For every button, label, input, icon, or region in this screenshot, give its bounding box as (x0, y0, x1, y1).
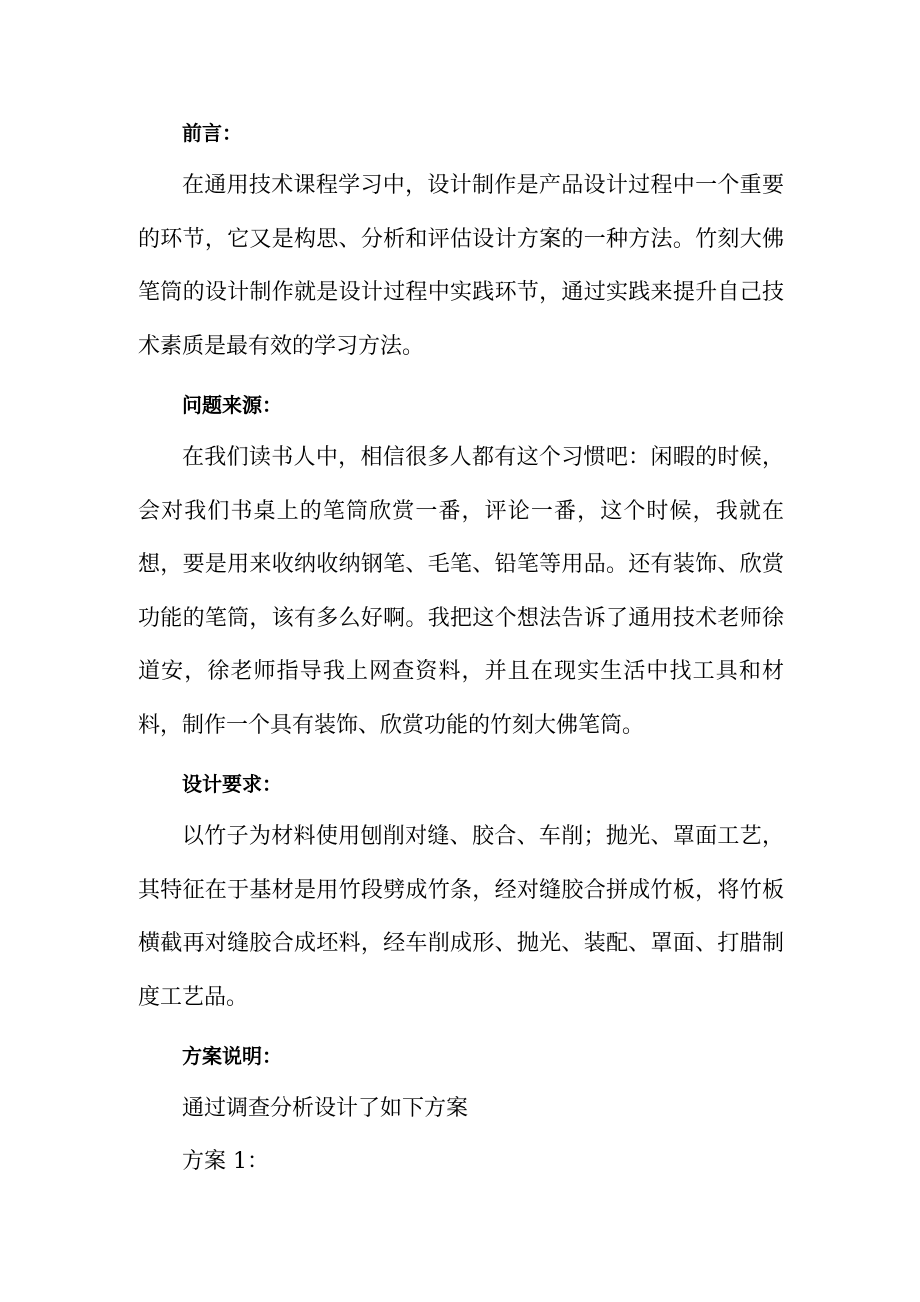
design-requirements-paragraph: 以竹子为材料使用刨削对缝、胶合、车削；抛光、罩面工艺，其特征在于基材是用竹段劈成竹条，经对缝胶合拼成竹板，将竹板横截再对缝胶合成坯料，经车削成形、抛光、装配、罩面、打腊制度工艺品。 (138, 824, 784, 1010)
plan-description-line: 通过调查分析设计了如下方案 (182, 1096, 469, 1121)
plan-one-label: 方案 1： (182, 1149, 269, 1174)
preface-heading: 前言： (182, 121, 242, 145)
problem-source-paragraph: 在我们读书人中，相信很多人都有这个习惯吧：闲暇的时候，会对我们书桌上的笔筒欣赏一番，评论一番，这个时候，我就在想，要是用来收纳收纳钢笔、毛笔、铅笔等用品。还有装饰、欣赏功能的笔筒，该有多么好啊。我把这个想法告诉了通用技术老师徐道安，徐老师指导我上网查资料，并且在现实生活中找工具和材料，制作一个具有装饰、欣赏功能的竹刻大佛笔筒。 (138, 445, 784, 738)
preface-paragraph: 在通用技术课程学习中，设计制作是产品设计过程中一个重要的环节，它又是构思、分析和评估设计方案的一种方法。竹刻大佛笔筒的设计制作就是设计过程中实践环节，通过实践来提升自己技术素质是最有效的学习方法。 (138, 173, 784, 359)
problem-source-heading: 问题来源： (182, 393, 282, 417)
plan-description-heading: 方案说明： (182, 1044, 282, 1068)
design-requirements-heading: 设计要求： (182, 772, 282, 796)
document-body (138, 113, 784, 1188)
